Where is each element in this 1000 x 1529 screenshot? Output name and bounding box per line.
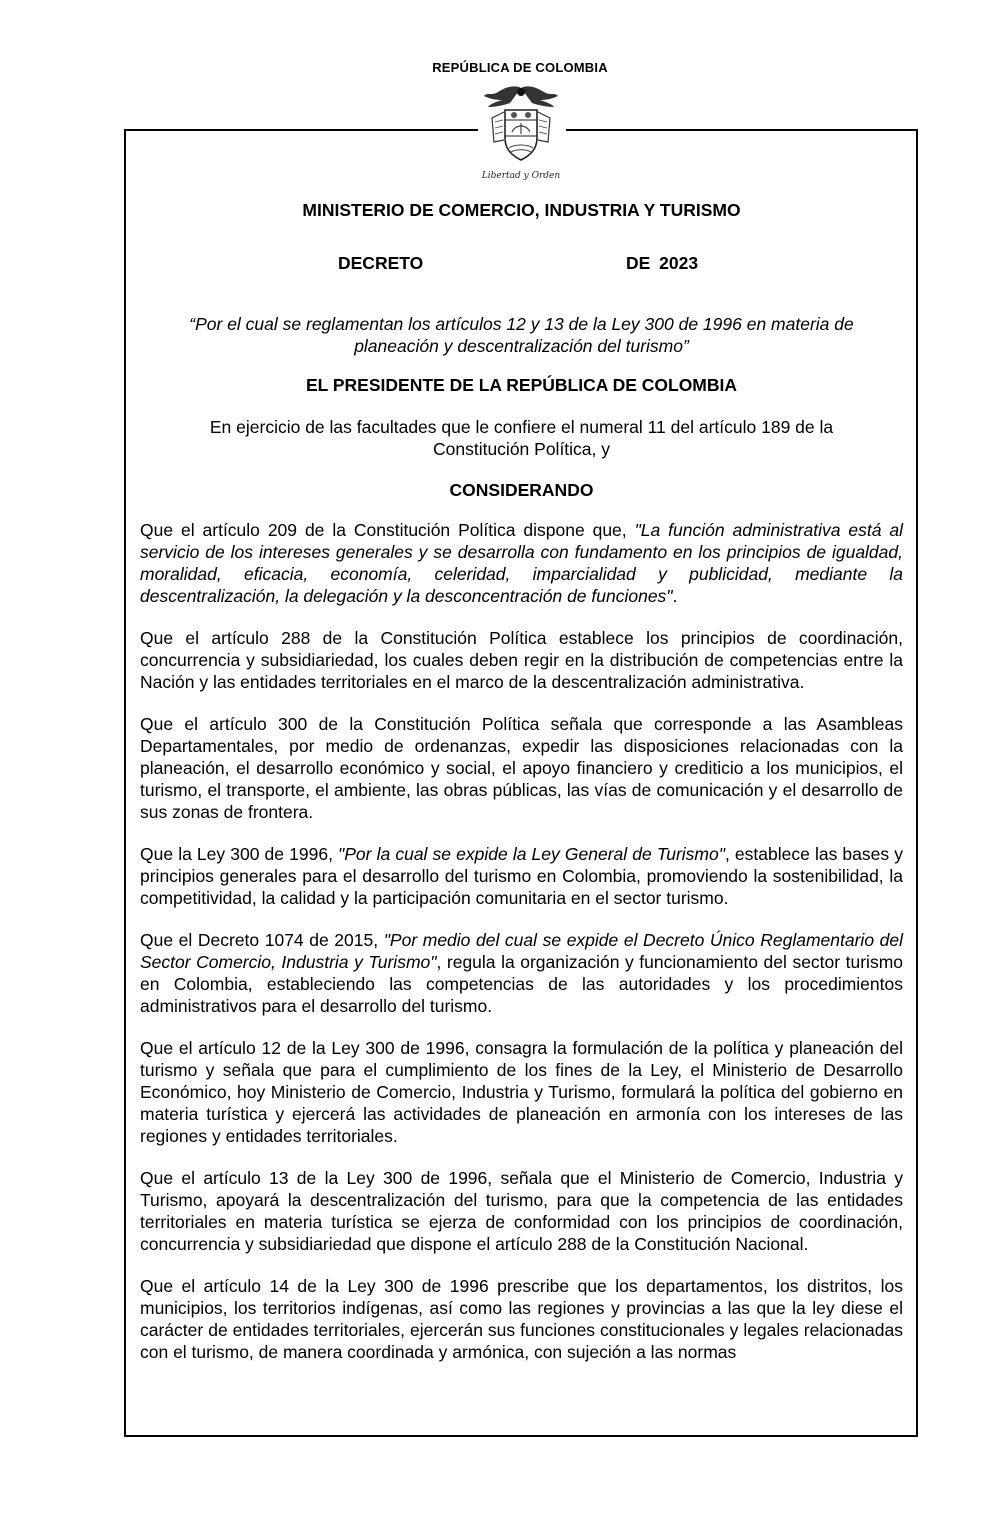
considering-paragraph: Que la Ley 300 de 1996, "Por la cual se expide la Ley General de Turismo", establece las bases y principios generales para el desarrollo del turismo en Colombia, promoviendo la sostenibilidad, la competitividad, la calidad y la participación comunitaria en el sector turismo. [140,844,903,908]
seal-motto: Libertad y Orden [481,171,561,181]
president-heading: EL PRESIDENTE DE LA REPÚBLICA DE COLOMBIA [305,375,738,395]
republic-heading: REPÚBLICA DE COLOMBIA [432,60,608,75]
considering-paragraph: Que el artículo 288 de la Constitución Política establece los principios de coordinación, concurrencia y subsidiariedad, los cuales deben regir en la distribución de competencias entre la Nación y las entidades territoriales en el marco de la descentralización administrativa. [140,628,903,692]
considering-paragraph: Que el artículo 209 de la Constitución Política dispone que, "La función administrativa está al servicio de los intereses generales y se desarrolla con fundamento en los principios de igualdad, moralidad, eficacia, economía, celeridad, imparcialidad y publicidad, mediante la descentralización, la delegación y la desconcentración de funciones". [140,520,903,606]
powers-statement: En ejercicio de las facultades que le confiere el numeral 11 del artículo 189 de la Constitución Política, y [209,417,834,459]
considerando-heading: CONSIDERANDO [449,480,594,500]
considering-paragraph: Que el artículo 14 de la Ley 300 de 1996 prescribe que los departamentos, los distritos, los municipios, los territorios indígenas, así como las regiones y provincias a las que la ley diese el carácter de entidades territoriales, ejercerán sus funciones constitucionales y legales relacionadas con el turismo, de manera coordinada y armónica, con sujeción a las normas [140,1276,903,1362]
coat-of-arms-seal [478,82,564,186]
considering-paragraph: Que el Decreto 1074 de 2015, "Por medio del cual se expide el Decreto Único Reglamentario del Sector Comercio, Industria y Turismo", regula la organización y funcionamiento del sector turismo en Colombia, estableciendo las competencias de las autoridades y los procedimientos administrativos para el desarrollo del turismo. [140,930,904,1016]
decree-year: DE 2023 [626,253,699,273]
considering-paragraph: Que el artículo 13 de la Ley 300 de 1996, señala que el Ministerio de Comercio, Industria y Turismo, apoyará la descentralización del turismo, para que la competencia de las entidades territoriales en materia turística se ejerza de conformidad con los principios de coordinación, concurrencia y subsidiariedad que dispone el artículo 288 de la Constitución Nacional. [140,1168,903,1254]
considering-paragraph: Que el artículo 12 de la Ley 300 de 1996, consagra la formulación de la política y planeación del turismo y señala que para el cumplimiento de los fines de la Ley, el Ministerio de Desarrollo Económico, hoy Ministerio de Comercio, Industria y Turismo, formulará la política del gobierno en materia turística y ejercerá las actividades de planeación en armonía con los intereses de las regiones y entidades territoriales. [140,1038,903,1146]
document-body [140,196,903,1381]
decree-number-line [140,253,903,277]
decree-title: “Por el cual se reglamentan los artículos 12 y 13 de la Ley 300 de 1996 en materia de planeación y descentralización del turismo” [189,314,854,356]
ministry-heading: MINISTERIO DE COMERCIO, INDUSTRIA Y TURISMO [302,200,741,220]
decree-label: DECRETO [338,253,424,273]
considering-paragraph: Que el artículo 300 de la Constitución Política señala que corresponde a las Asambleas Departamentales, por medio de ordenanzas, expedir las disposiciones relacionadas con la planeación, el desarrollo económico y social, el apoyo financiero y crediticio a los municipios, el turismo, el transporte, el ambiente, las obras públicas, las vías de comunicación y el desarrollo de sus zonas de frontera. [140,714,903,822]
